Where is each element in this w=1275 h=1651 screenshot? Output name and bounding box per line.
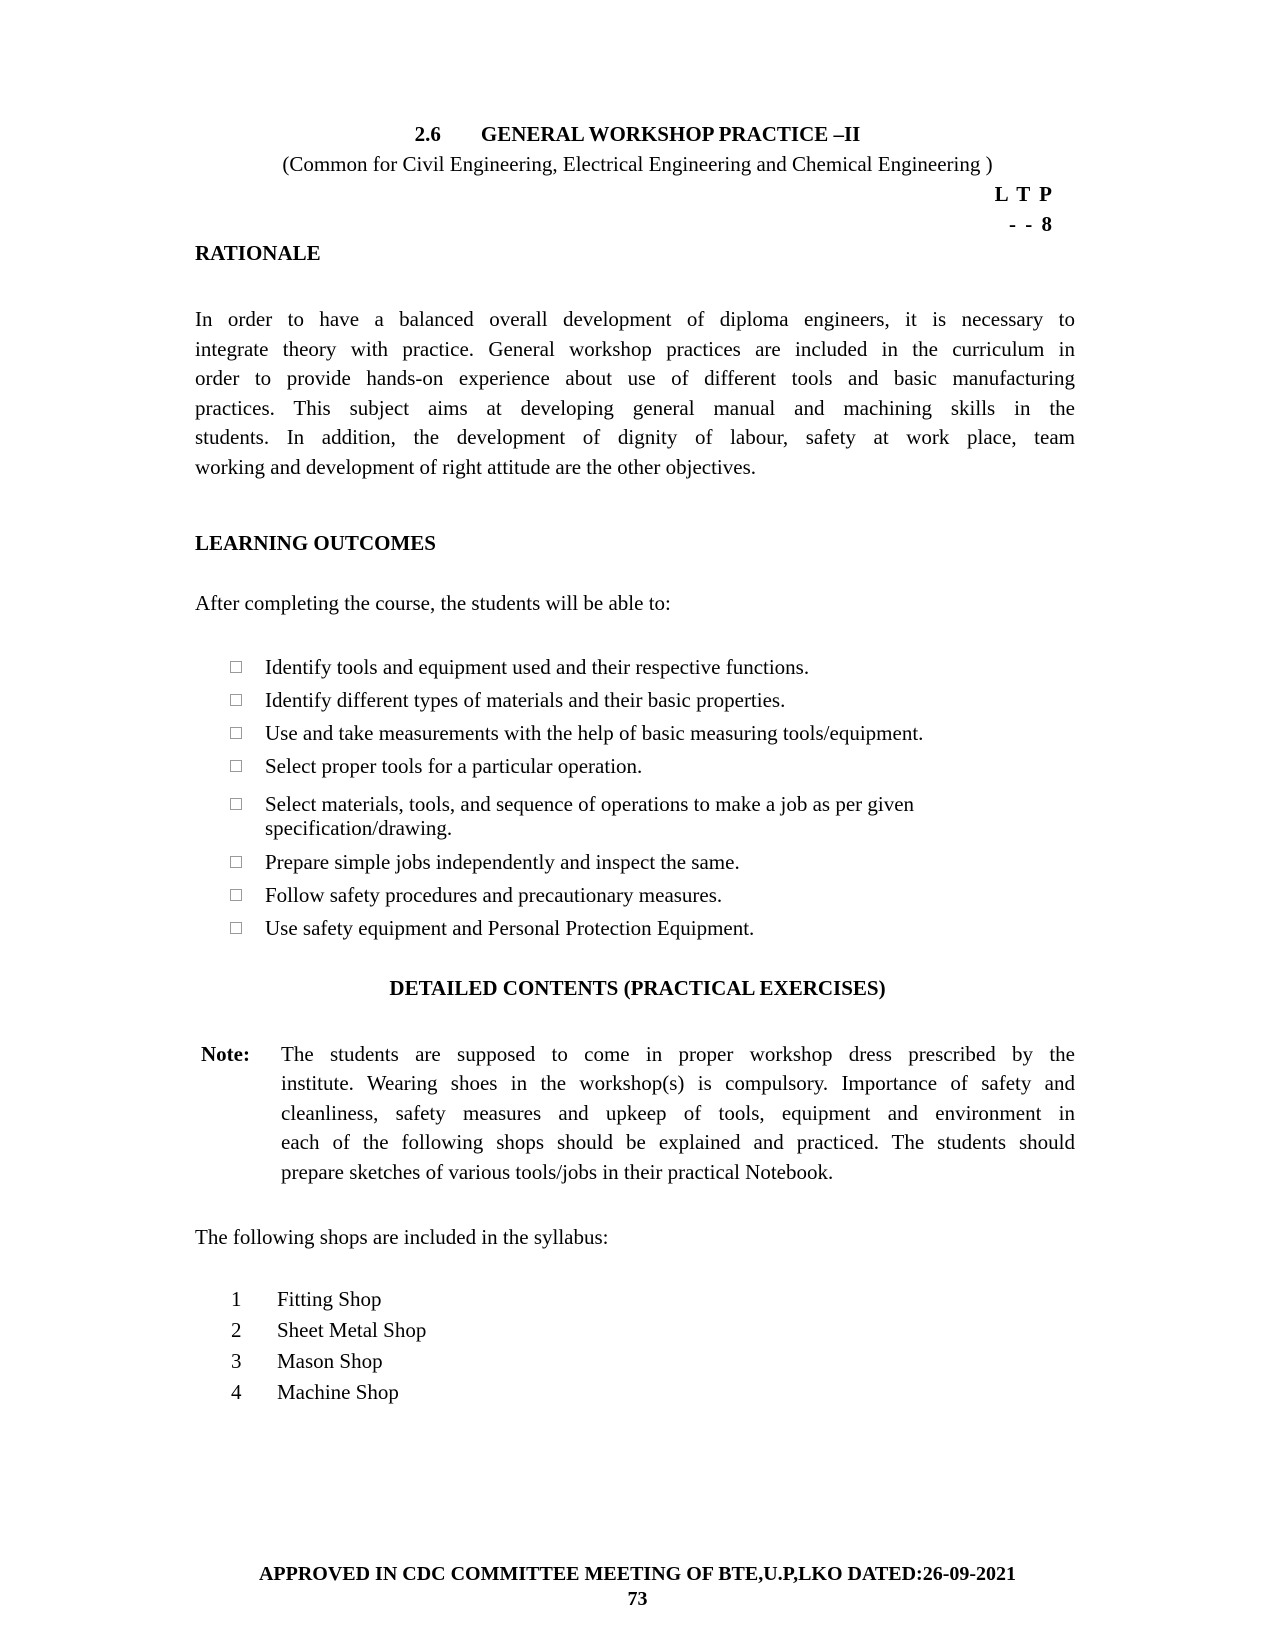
outcome-text: Prepare simple jobs independently and inspect the same. — [265, 850, 740, 874]
rationale-line: students. In addition, the development of dignity of labour, safety at work place, team — [195, 425, 1075, 450]
outcome-item — [230, 655, 1030, 679]
detailed-contents-heading: DETAILED CONTENTS (PRACTICAL EXERCISES) — [389, 976, 886, 1000]
outcome-item — [230, 721, 1030, 745]
rationale-line: order to provide hands-on experience about use of different tools and basic manufacturing — [195, 366, 1075, 391]
checkbox-icon — [230, 727, 242, 739]
checkbox-icon — [230, 922, 242, 934]
outcome-item — [230, 916, 1030, 940]
outcome-item — [230, 850, 1030, 874]
note-line: The students are supposed to come in proper workshop dress prescribed by the — [281, 1042, 1075, 1066]
shop-list-item — [0, 1349, 1275, 1375]
shop-list-item — [0, 1318, 1275, 1344]
rationale-line: working and development of right attitude are the other objectives. — [195, 454, 756, 479]
shop-list-item — [0, 1287, 1275, 1313]
outcome-text: Use safety equipment and Personal Protection Equipment. — [265, 916, 755, 940]
shop-number: 1 — [231, 1287, 242, 1311]
outcome-text: Identify tools and equipment used and their respective functions. — [265, 655, 810, 679]
shop-number: 3 — [231, 1349, 242, 1373]
shop-name: Fitting Shop — [277, 1287, 382, 1311]
rationale-line: integrate theory with practice. General workshop practices are included in the curriculum in — [195, 336, 1075, 361]
note-line: each of the following shops should be explained and practiced. The students should — [281, 1130, 1075, 1155]
shop-name: Mason Shop — [277, 1349, 383, 1373]
checkbox-icon — [230, 661, 242, 673]
checkbox-icon — [230, 760, 242, 772]
note-paragraph — [281, 1040, 1075, 1187]
outcome-item — [230, 792, 1010, 840]
checkbox-icon — [230, 694, 242, 706]
course-title-text: GENERAL WORKSHOP PRACTICE –II — [480, 122, 861, 146]
note-label: Note: — [201, 1042, 250, 1066]
shop-number: 4 — [231, 1380, 242, 1404]
outcome-text: Identify different types of materials and their basic properties. — [265, 688, 786, 712]
rationale-heading: RATIONALE — [195, 241, 321, 265]
ltp-label: L T P — [994, 182, 1054, 206]
learning-outcomes-intro: After completing the course, the students will be able to: — [195, 591, 671, 615]
approval-footer: APPROVED IN CDC COMMITTEE MEETING OF BTE,U.P,LKO DATED:26-09-2021 — [258, 1563, 1017, 1585]
page-number: 73 — [627, 1588, 648, 1610]
course-subtitle: (Common for Civil Engineering, Electrical Engineering and Chemical Engineering ) — [282, 152, 993, 176]
rationale-line: practices. This subject aims at developing general manual and machining skills in the — [195, 395, 1075, 420]
outcome-item — [230, 688, 1030, 712]
checkbox-icon — [230, 798, 242, 810]
outcome-text: Use and take measurements with the help of basic measuring tools/equipment. — [265, 721, 924, 745]
note-line: prepare sketches of various tools/jobs in their practical Notebook. — [281, 1159, 834, 1184]
outcome-item — [230, 883, 1030, 907]
outcome-item — [230, 754, 1030, 778]
outcome-text: Select materials, tools, and sequence of operations to make a job as per given specification/drawing. — [265, 792, 915, 840]
shop-name: Machine Shop — [277, 1380, 399, 1404]
outcome-text: Select proper tools for a particular operation. — [265, 754, 643, 778]
learning-outcomes-heading: LEARNING OUTCOMES — [195, 531, 436, 555]
note-line: institute. Wearing shoes in the workshop(s) is compulsory. Importance of safety and — [281, 1071, 1075, 1096]
shop-list-item — [0, 1380, 1275, 1406]
rationale-paragraph — [195, 305, 1075, 483]
checkbox-icon — [230, 889, 242, 901]
note-line: cleanliness, safety measures and upkeep of tools, equipment and environment in — [281, 1100, 1075, 1125]
section-number: 2.6 — [414, 122, 441, 146]
course-title — [0, 122, 1275, 147]
shops-intro: The following shops are included in the syllabus: — [195, 1225, 609, 1249]
shop-number: 2 — [231, 1318, 242, 1342]
rationale-line: In order to have a balanced overall development of diploma engineers, it is necessary to — [195, 307, 1075, 331]
checkbox-icon — [230, 856, 242, 868]
ltp-values: - - 8 — [1009, 212, 1054, 236]
outcome-text: Follow safety procedures and precautionary measures. — [265, 883, 723, 907]
shop-name: Sheet Metal Shop — [277, 1318, 427, 1342]
